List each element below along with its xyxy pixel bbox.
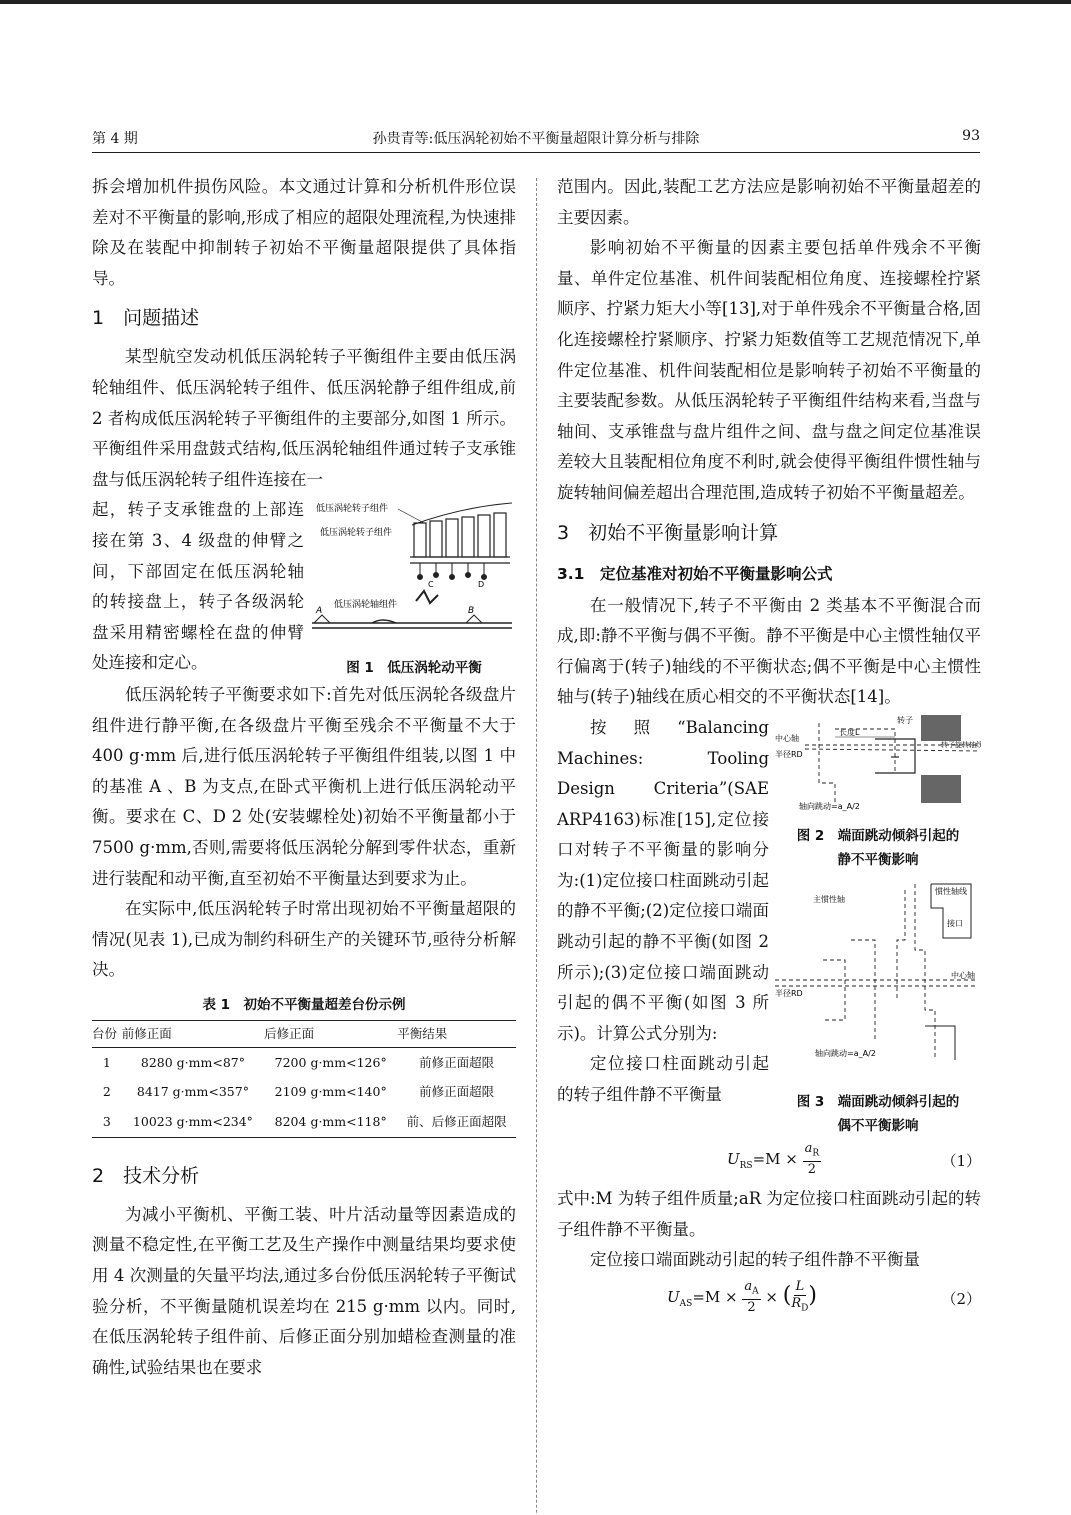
eq-subscript: RS [739,1160,753,1171]
eq-fraction [742,1279,760,1317]
label-d: D [478,580,485,590]
label-rotor: 转子 [897,715,913,725]
table-1 [92,1020,516,1138]
paragraph: 影响初始不平衡量的因素主要包括单件残余不平衡量、单件定位基准、机件间装配相位角度、连接螺栓拧紧顺序、拧紧力矩大小等[13],对于单件残余不平衡量合格,固化连接螺栓拧紧顺序、拧紧力矩数值等工艺规范情况下,单件定位基准、机件间装配相位是影响转子初始不平衡量的主要装配参数。从低压涡轮转子平衡组件结构来看,当盘与轴间、支承锥盘与盘片组件之间、盘与盘之间定位基准误差较大且装配相位角度不利时,就会使得平衡组件惯性轴与旋转轴间偏差超出合理范围,造成转子初始不平衡量超差。 [557,238,981,502]
table-cell: 10023 g·mm<234° [122,1107,264,1137]
table-cell: 2 [102,1084,111,1100]
figure-1-row [92,495,516,680]
right-column [557,172,981,1322]
label-shaft: 低压涡轮轴组件 [334,600,398,611]
issue-number: 第 4 期 [92,131,138,147]
figure-3-caption-line1: 图 3 端面跳动倾斜引起的 [796,1094,960,1111]
paragraph: 低压涡轮转子平衡要求如下:首先对低压涡轮各级盘片组件进行静平衡,在各级盘片平衡至残余不平衡量不大于 400 g·mm 后,进行低压涡轮转子平衡组件组装,以图 1 中的基准 A 、B 为支点,在卧式平衡机上进行低压涡轮动平衡。要求在 C、D 2 处(安装螺栓处)初始不平衡量都小于 7500 g·mm,否则,需要将低压涡轮分解到零件状态，重新进行装配和动平衡,直至初始不平衡量达到要求为止。 [92,684,516,888]
paragraph: 起，转子支承锥盘的上部连接在第 3、4 级盘的伸臂之间，下部固定在低压涡轮轴的转接盘上，转子各级涡轮盘采用精密螺栓在盘的伸臂处连接和定心。 [92,500,304,673]
header-rule [92,152,980,153]
label-rotor: 低压涡轮转子组件 [316,504,389,515]
section-heading-3: 3 初始不平衡量影响计算 [557,521,779,544]
eq-subscript: D [801,1303,809,1314]
eq-denominator: 2 [807,1162,817,1178]
eq-subscript: A [752,1286,759,1297]
label-main-inertia-axis: 主惯性轴 [813,894,845,904]
equation-1-body [727,1141,821,1181]
label-center-axis: 中心轴 [951,970,975,980]
equation-2-number: （2） [941,1289,981,1308]
figures-2-3-row [557,713,981,1138]
eq-text: =M × [752,1149,798,1168]
paragraph: 定位接口端面跳动引起的转子组件静不平衡量 [590,1250,920,1270]
eq-fraction [803,1141,822,1179]
table-cell: 8417 g·mm<357° [136,1084,249,1100]
figure-1-caption: 图 1 低压涡轮动平衡 [346,659,482,676]
running-header [92,128,980,150]
table-cell: 1 [102,1054,111,1070]
table-cell: 前、后修正面超限 [397,1107,516,1137]
label-rotation-axis: 转子旋转轴线 [941,740,981,749]
label-radius: 半径RD [775,749,803,759]
paragraph: 式中:M 为转子组件质量;aR 为定位接口柱面跳动引起的转子组件静不平衡量。 [557,1189,981,1239]
section-heading-1: 1 问题描述 [92,307,200,330]
equation-2 [557,1276,981,1322]
paragraph: 某型航空发动机低压涡轮转子平衡组件主要由低压涡轮轴组件、低压涡轮转子组件、低压涡轮静子组件组成,前 2 者构成低压涡轮转子平衡组件的主要部分,如图 1 所示。平衡组件采用盘鼓式结构,低压涡轮轴组件通过转子支承锥盘与低压涡轮转子组件连接在一 [92,347,516,489]
table-header: 前修正面 [122,1020,264,1047]
label-center-axis: 中心轴 [775,733,799,743]
label-runout: 轴向跳动=a_A/2 [815,1048,876,1058]
column-divider [536,178,537,1515]
subsection-heading-3-1: 3.1 定位基准对初始不平衡量影响公式 [557,564,833,583]
eq-denominator: 2 [747,1300,756,1316]
label-length: 长度L [839,727,860,737]
equation-2-body: $U_{AS}=M$ × $\frac{a_A}{2}$ × ( $\frac{L}{R_D}$ ) [667,1278,817,1316]
eq-numerator: a [804,1140,813,1156]
figure-2-caption-line2: 静不平衡影响 [837,851,919,868]
turbine-balance-diagram [312,495,516,645]
table-row [92,1047,516,1077]
eq-numerator: L [795,1278,805,1294]
eq-numerator: a [744,1278,753,1294]
table-row [92,1107,516,1137]
label-a: A [316,606,323,617]
figure-stack [775,713,981,1138]
figure-2-caption-line1: 图 2 端面跳动倾斜引起的 [796,827,960,844]
eq-text: × [765,1287,778,1306]
couple-unbalance-diagram [775,880,981,1080]
top-border [0,0,1071,4]
static-unbalance-diagram [775,713,981,813]
eq-subscript: R [812,1148,820,1159]
eq-subscript: AS [679,1298,693,1309]
label-rotor-2: 低压涡轮转子组件 [320,528,393,539]
paragraph: 按照“Balancing Machines: Tooling Design Criteria”(SAE ARP4163)标准[15],定位接口对转子不平衡量的影响分为:(1)定位接口柱面跳动引起的静不平衡;(2)定位接口端面跳动引起的静不平衡(如图 2 所示);(3)定位接口端面跳动引起的偶不平衡(如图 3 所示)。计算公式分别为: [557,717,769,1043]
label-interface: 接口 [947,918,963,928]
table-cell: 3 [92,1107,122,1137]
table-cell: 7200 g·mm<126° [274,1054,387,1070]
section-heading-2: 2 技术分析 [92,1164,200,1187]
label-b: B [468,606,475,617]
running-title: 孙贵青等:低压涡轮初始不平衡量超限计算分析与排除 [372,131,700,147]
table-row [92,1077,516,1107]
eq-symbol: U [727,1149,740,1168]
paragraph: 为减小平衡机、平衡工装、叶片活动量等因素造成的测量不稳定性,在平衡工艺及生产操作中测量结果均要求使用 4 次测量的矢量平均法,通过多台份低压涡轮转子平衡试验分析，不平衡量随机误差均在 215 g·mm 以内。同时,在低压涡轮转子组件前、后修正面分别加蜡检查测量的准确性,试验结果也在要求 [92,1204,516,1377]
page-number: 93 [962,128,980,144]
figure-1 [312,495,516,680]
table-header: 后修正面 [264,1020,397,1047]
eq-text: =M × [692,1287,738,1306]
label-runout: 轴向跳动=a_A/2 [799,801,860,811]
left-column [92,172,516,1383]
figure-2 [775,713,981,872]
table-header: 平衡结果 [397,1020,516,1047]
table-cell: 8280 g·mm<87° [140,1054,245,1070]
paragraph: 在一般情况下,转子不平衡由 2 类基本不平衡混合而成,即:静不平衡与偶不平衡。静不平衡是中心主惯性轴仅平行偏离于(转子)轴线的不平衡状态;偶不平衡是中心主惯性轴与(转子)轴线在质心相交的不平衡状态[14]。 [557,595,981,707]
eq-symbol: U [667,1287,680,1306]
eq-denominator: R [791,1295,802,1311]
equation-1-number: （1） [941,1151,981,1170]
table-cell: 2109 g·mm<140° [274,1084,387,1100]
table-cell: 8204 g·mm<118° [264,1107,397,1137]
label-radius: 半径RD [775,988,803,998]
label-inertia-axis: 惯性轴线 [935,886,967,896]
label-c: C [428,580,434,590]
figure-3 [775,880,981,1139]
paragraph: 在实际中,低压涡轮转子时常出现初始不平衡量超限的情况(见表 1),已成为制约科研生产的关键环节,亟待分析解决。 [92,899,516,980]
paragraph: 定位接口柱面跳动引起的转子组件静不平衡量 [557,1054,769,1105]
table-cell: 前修正面超限 [419,1054,495,1070]
figure-3-caption-line2: 偶不平衡影响 [837,1118,919,1135]
eq-fraction [791,1279,808,1317]
equation-1 [557,1138,981,1184]
table-1-caption: 表 1 初始不平衡量超差台份示例 [202,996,406,1013]
paragraph: 范围内。因此,装配工艺方法应是影响初始不平衡量超差的主要因素。 [557,177,981,227]
paragraph: 拆会增加机件损伤风险。本文通过计算和分析机件形位误差对不平衡量的影响,形成了相应的超限处理流程,为快速排除及在装配中抑制转子初始不平衡量超限提供了具体指导。 [92,177,516,288]
table-cell: 前修正面超限 [419,1084,495,1100]
narrow-text [557,713,769,1111]
table-header: 台份 [92,1020,122,1047]
